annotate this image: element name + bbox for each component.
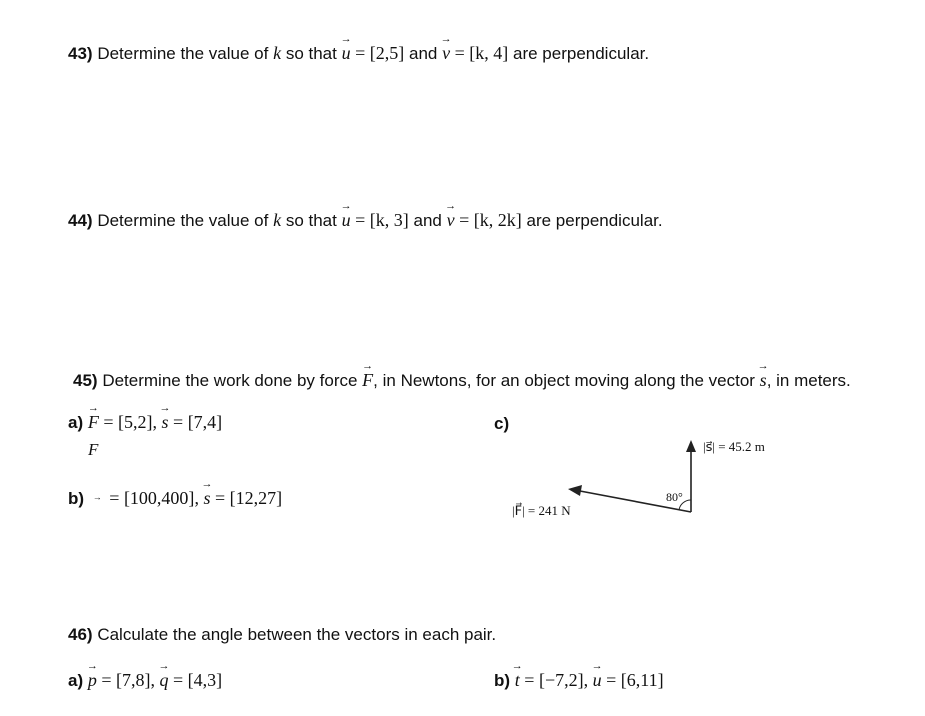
vector-F: → F [362,370,373,391]
part-b-label: b) [494,671,511,690]
question-44-k: k [273,210,282,230]
question-46-number: 46) [68,625,93,644]
part-a-label: a) [68,671,84,690]
question-45-text2: , in Newtons, for an object moving along the vector [373,371,755,390]
stray-F-label: F [88,440,99,459]
F-magnitude-label: |F⃗| = 241 N [512,503,571,518]
question-43-pre: Determine the value of [97,44,269,63]
part-b-s-value: [12,27] [229,488,283,508]
vector-v: → v [447,210,455,231]
question-46 [68,625,496,645]
part-b-F-value: [100,400] [123,488,195,508]
force-arrowhead [568,485,582,496]
question-44-pre: Determine the value of [97,211,269,230]
question-43-so-that: so that [285,44,337,63]
question-44-so-that: so that [285,211,337,230]
part-b-label: b) [68,489,85,508]
question-44: 44) Determine the value of k so that → u = [k, 3] and → v = [k, 2k] are perpendicular. [68,210,663,231]
vector-u-value: [k, 3] [369,210,409,230]
question-45-text3: , in meters. [766,371,851,390]
vector-p: → p [88,670,97,691]
vector-v-value: [k, 2k] [473,210,522,230]
vector-q-value: [4,3] [187,670,223,690]
question-43: 43) Determine the value of k so that → u = [2,5] and → v = [k, 4] are perpendicular. [68,43,649,64]
question-46-text: Calculate the angle between the vectors in each pair. [97,625,497,644]
question-43-tail: are perpendicular. [513,44,650,63]
displacement-arrowhead [686,440,696,452]
question-43-k: k [273,43,282,63]
question-45 [73,370,851,391]
vector-u: → u [342,43,351,64]
question-43-number: 43) [68,44,93,63]
question-45a: a) → F = [5,2], → s = [7,4] [68,412,222,433]
angle-label: 80° [666,490,683,504]
s-magnitude-label: |s⃗| = 45.2 m [703,439,765,454]
question-45-text1: Determine the work done by force [102,371,358,390]
vector-p-value: [7,8] [116,670,151,690]
question-43-and: and [409,44,438,63]
vector-u-value: [6,11] [620,670,664,690]
question-45b: b) → = [100,400], → s = [12,27] [68,488,282,509]
part-a-s-value: [7,4] [187,412,223,432]
question-46b: b) → t = [−7,2], → u = [6,11] [494,670,664,691]
question-44-and: and [413,211,442,230]
vector-u: → u [342,210,351,231]
question-46a: a) → p = [7,8], → q = [4,3] [68,670,222,691]
vector-t-value: [−7,2] [538,670,584,690]
vector-s: → s [760,370,767,391]
vector-u: → u [593,670,602,691]
vector-q: → q [160,670,169,691]
part-a-label: a) [68,413,84,432]
vector-v-value: [k, 4] [469,43,509,63]
question-44-number: 44) [68,211,93,230]
vector-u-value: [2,5] [369,43,405,63]
question-44-tail: are perpendicular. [526,211,663,230]
vector-v: → v [442,43,450,64]
vector-t: → t [515,670,520,691]
part-c-label: c) [494,414,510,433]
question-45-number: 45) [73,371,98,390]
part-a-F-value: [5,2] [118,412,153,432]
